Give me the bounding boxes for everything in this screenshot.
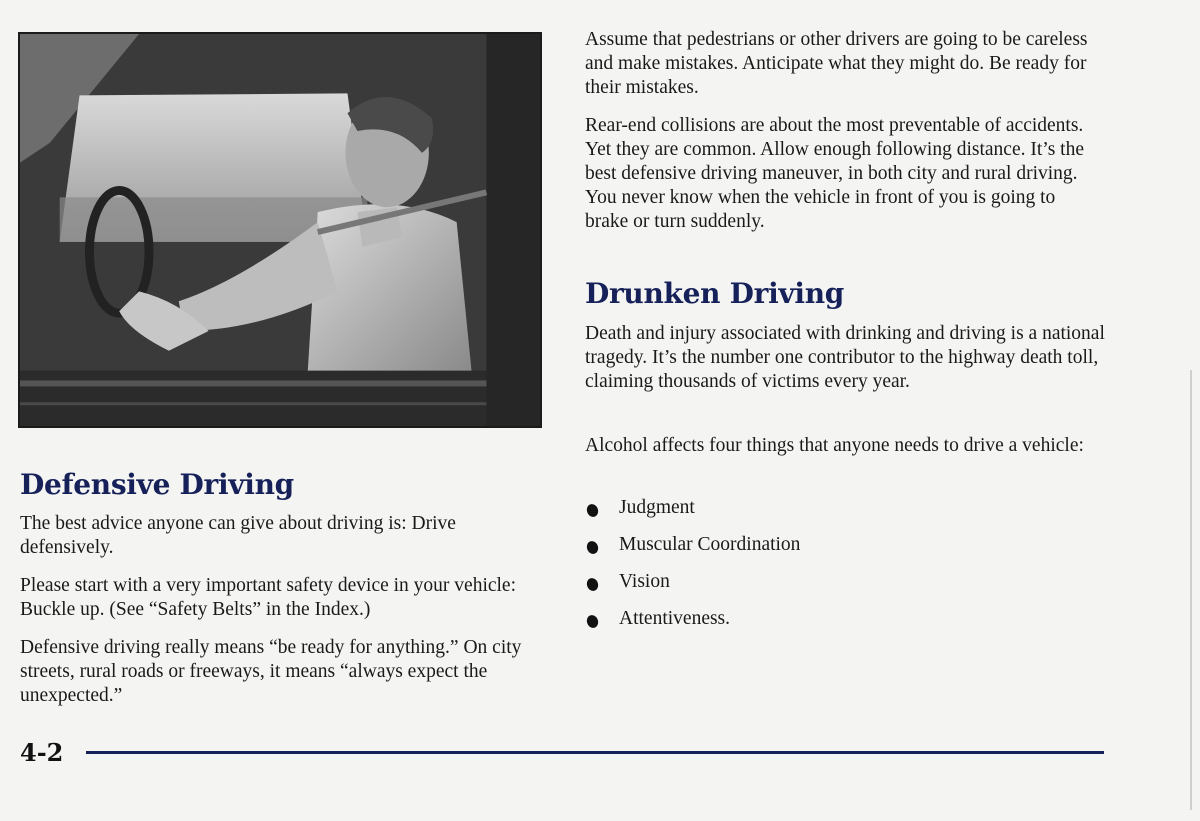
bullet-icon (585, 577, 600, 593)
bullet-icon (585, 540, 600, 556)
section-heading-drunken-driving: Drunken Driving (585, 277, 845, 310)
paragraph: Assume that pedestrians or other drivers are going to be careless and make mistakes. Anticipate what they might do. Be ready for their mistakes. (585, 29, 1088, 98)
footer-rule (86, 751, 1104, 754)
driver-illustration (18, 32, 542, 428)
alcohol-effects-list (585, 496, 800, 644)
list-item-label: Muscular Coordination (619, 534, 801, 555)
paragraph: The best advice anyone can give about driving is: Drive defensively. (20, 513, 456, 558)
paragraph: Please start with a very important safety device in your vehicle: Buckle up. (See “Safety Belts” in the Index.) (20, 575, 517, 620)
list-item-label: Vision (619, 571, 670, 592)
bullet-icon (585, 503, 600, 519)
list-item-label: Attentiveness. (619, 608, 731, 629)
bullet-icon (585, 614, 600, 630)
section-heading-defensive-driving: Defensive Driving (20, 468, 294, 501)
list-item-label: Judgment (619, 497, 695, 518)
paragraph: Alcohol affects four things that anyone needs to drive a vehicle: (585, 435, 1084, 456)
page-number: 4-2 (20, 738, 64, 767)
list-item (585, 607, 800, 644)
paragraph: Death and injury associated with drinking and driving is a national tragedy. It’s the number one contributor to the highway death toll, claiming thousands of victims every year. (585, 323, 1105, 392)
list-item (585, 533, 800, 570)
page-edge-line (1190, 370, 1192, 810)
paragraph: Rear-end collisions are about the most preventable of accidents. Yet they are common. Allow enough following distance. It’s the best defensive driving maneuver, in both city and rural driving. You never know when the vehicle in front of you is going to brake or turn suddenly. (585, 115, 1084, 232)
paragraph: Defensive driving really means “be ready for anything.” On city streets, rural roads or freeways, it means “always expect the unexpected.” (20, 637, 522, 706)
list-item (585, 570, 800, 607)
list-item (585, 496, 800, 533)
